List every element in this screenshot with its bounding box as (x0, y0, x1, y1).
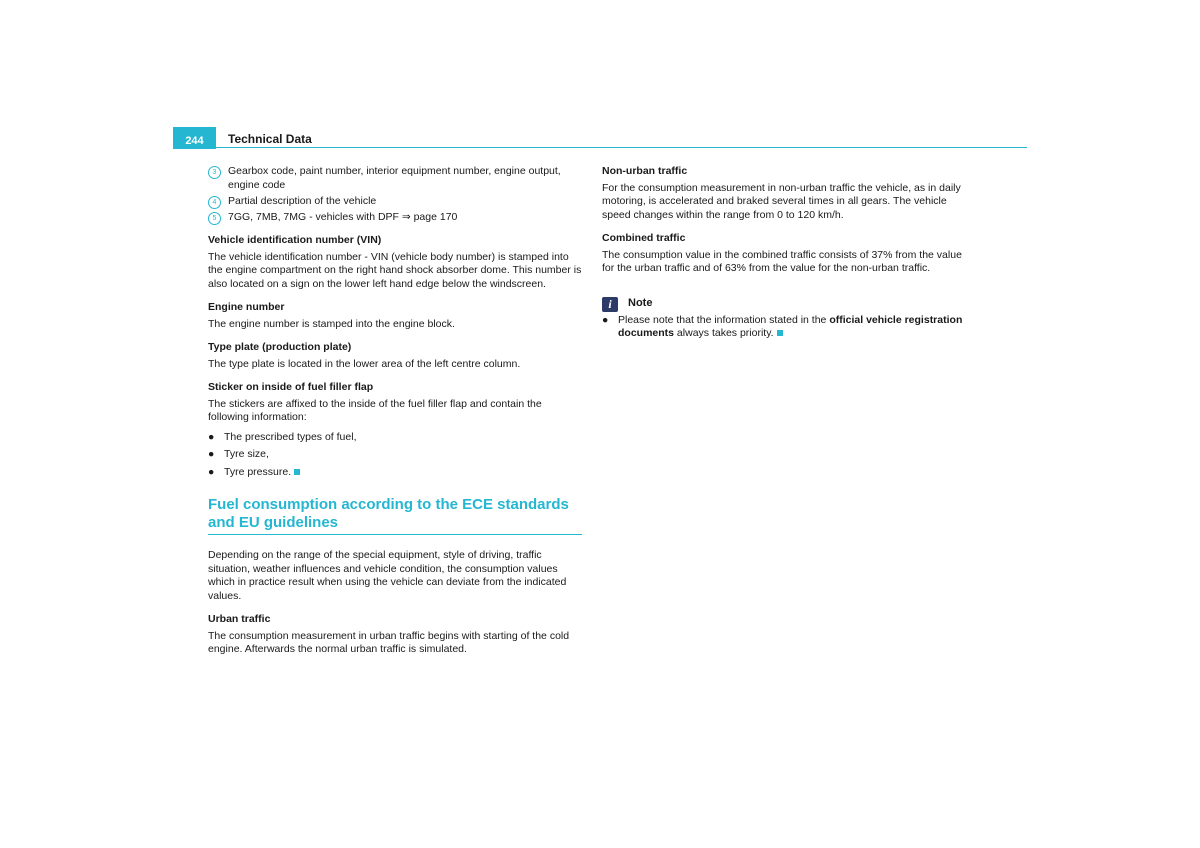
header-rule (216, 147, 1027, 148)
list-item: ● Tyre size, (208, 448, 269, 460)
end-of-section-icon (777, 330, 783, 336)
note-header (602, 297, 976, 312)
note-emphasis: official vehicle registration documents (618, 313, 963, 339)
urban-traffic-body: The consumption measurement in urban traffic begins with starting of the cold engine. Afterwards the normal urban traffic is simulated. (208, 629, 570, 655)
urban-traffic-heading: Urban traffic (208, 613, 271, 625)
type-plate-heading: Type plate (production plate) (208, 341, 352, 353)
numbered-item-4 (208, 195, 582, 209)
sticker-body: The stickers are affixed to the inside of the fuel filler flap and contain the following information: (208, 397, 542, 423)
note-item: ● Please note that the information stated in the official vehicle registration documents always takes priority. (602, 313, 963, 339)
note-label: Note (628, 297, 653, 310)
list-item: ● Tyre pressure. (208, 466, 582, 480)
page-number: 244 (173, 127, 216, 149)
circled-number-icon: 5 (208, 212, 221, 225)
page-header-title: Technical Data (228, 132, 312, 146)
numbered-item-text: Gearbox code, paint number, interior equipment number, engine output, engine code (228, 165, 561, 191)
numbered-item-3 (208, 165, 582, 192)
bullet-icon: ● (208, 430, 215, 443)
sticker-heading: Sticker on inside of fuel filler flap (208, 381, 374, 393)
bullet-icon: ● (208, 448, 215, 460)
combined-traffic-body: The consumption value in the combined traffic consists of 37% from the value for the urban traffic and of 63% from the value for the non-urban traffic. (602, 248, 962, 274)
combined-traffic-heading: Combined traffic (602, 232, 686, 244)
info-icon: i (602, 297, 618, 312)
section-intro: Depending on the range of the special equipment, style of driving, traffic situation, weather influences and vehicle condition, the consumption values which in practice result when using the vehicle can deviate from the indicated values. (208, 549, 567, 602)
vin-body: The vehicle identification number - VIN (vehicle body number) is stamped into the engine compartment on the right hand shock absorber dome. This number is also located on a sign on the lower left hand edge below the windscreen. (208, 250, 582, 290)
bullet-icon: ● (208, 465, 215, 478)
numbered-item-text: 7GG, 7MB, 7MG - vehicles with DPF ⇒ page 170 (228, 210, 458, 223)
end-of-section-icon (294, 469, 300, 475)
numbered-item-text: Partial description of the vehicle (228, 194, 377, 207)
list-item: ● The prescribed types of fuel, (208, 430, 357, 443)
circled-number-icon: 4 (208, 196, 221, 209)
vin-heading: Vehicle identification number (VIN) (208, 234, 382, 246)
non-urban-traffic-body: For the consumption measurement in non-urban traffic the vehicle, as in daily motoring, is accelerated and braked several times in all gears. The vehicle speed changes within the range from 0 to 120 km/h. (602, 181, 961, 221)
non-urban-traffic-heading: Non-urban traffic (602, 165, 688, 177)
numbered-item-5 (208, 211, 582, 225)
engine-number-body: The engine number is stamped into the engine block. (208, 317, 455, 330)
left-column (208, 165, 582, 657)
section-title: Fuel consumption according to the ECE standards and EU guidelines (208, 496, 582, 535)
right-column (602, 165, 976, 341)
engine-number-heading: Engine number (208, 301, 285, 313)
type-plate-body: The type plate is located in the lower area of the left centre column. (208, 357, 521, 370)
circled-number-icon: 3 (208, 166, 221, 179)
bullet-icon: ● (602, 313, 609, 326)
